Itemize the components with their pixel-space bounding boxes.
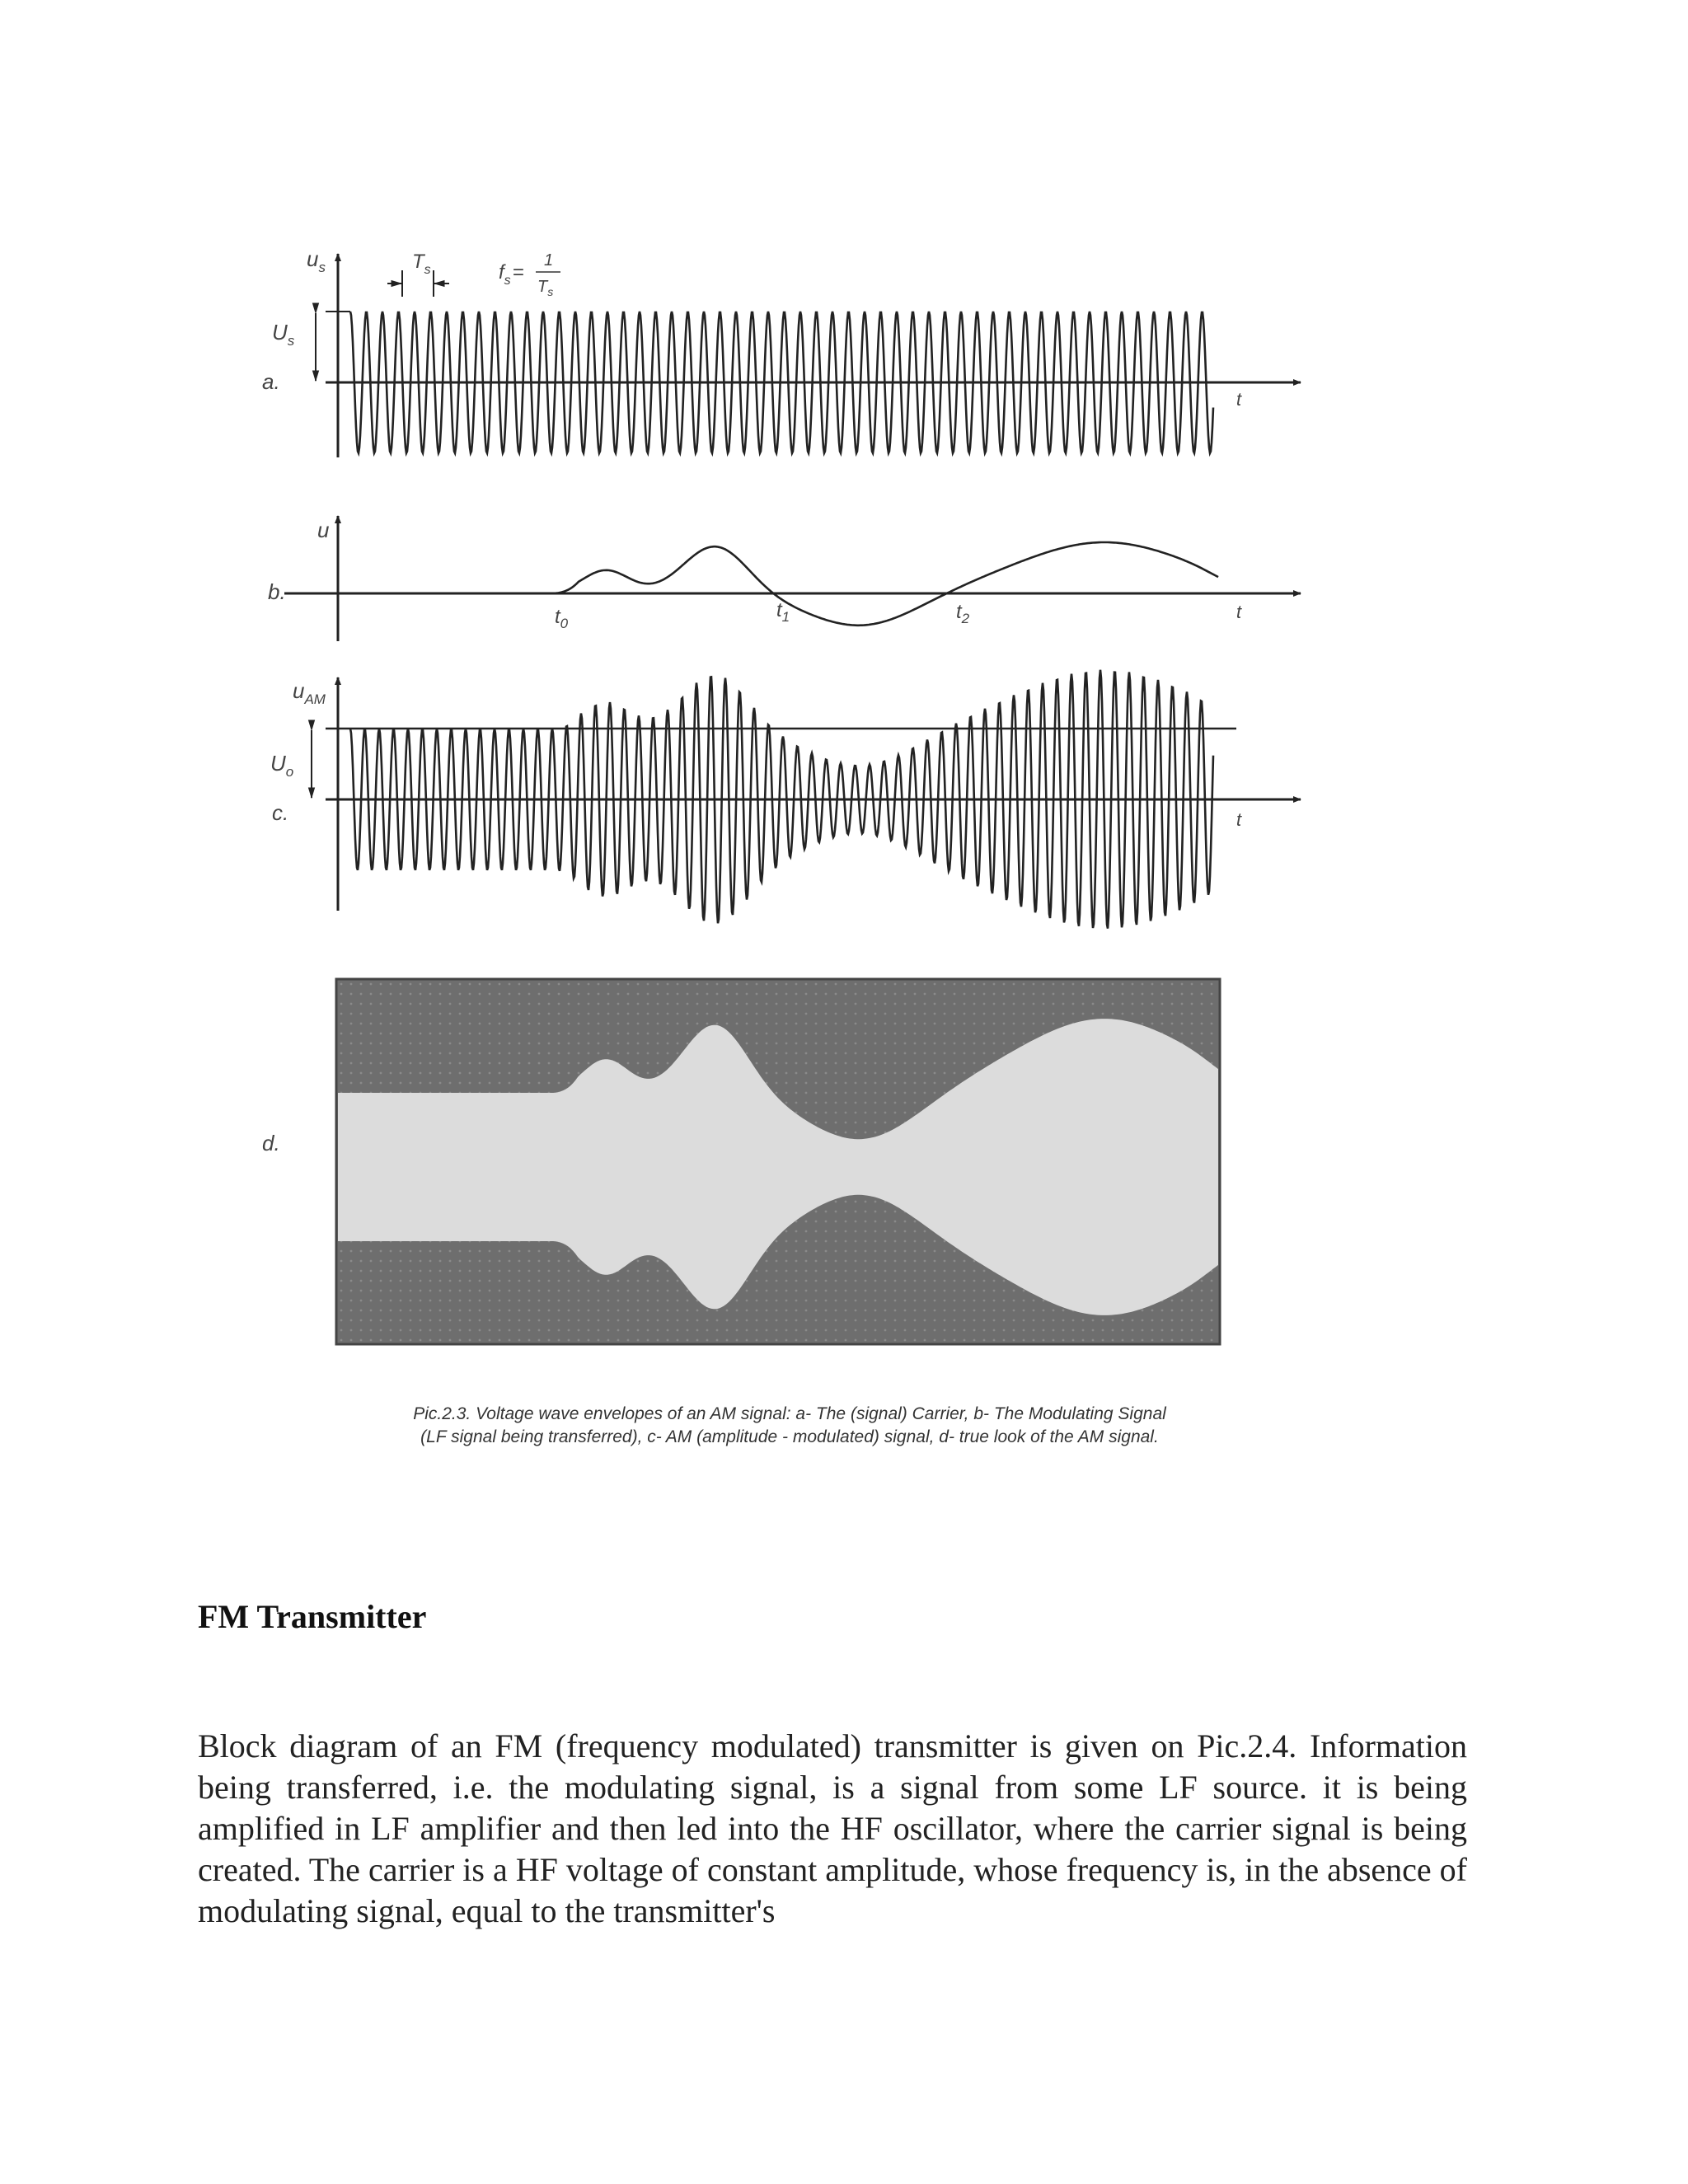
frequency-formula <box>499 251 560 298</box>
period-label: $T_s$ <box>412 251 431 277</box>
panel-d-row-label: d. <box>262 1131 280 1155</box>
svg-text:fs=: $f_s=$ <box>499 261 524 288</box>
panel-d-envelope <box>262 979 1220 1344</box>
panel-c-am-signal <box>270 670 1301 929</box>
svg-text:1: 1 <box>544 251 554 269</box>
caption-line-2: (LF signal being transferred), c- AM (amplitude - modulated) signal, d- true look of the AM signal. <box>420 1427 1159 1446</box>
panel-b-y-label: u <box>317 518 330 542</box>
panel-b-t-label: t <box>1236 602 1242 622</box>
panel-c-y-label: $u_{AM}$ <box>293 678 326 707</box>
caption-line-1: Pic.2.3. Voltage wave envelopes of an AM signal: a- The (signal) Carrier, b- The Modulating Signal <box>413 1404 1166 1423</box>
panel-c-row-label: c. <box>272 800 289 825</box>
section-heading: FM Transmitter <box>198 1598 427 1635</box>
t0-label: $t_0$ <box>555 606 569 631</box>
panel-a-y-label: $u_s$ <box>307 246 326 275</box>
panel-a-carrier <box>262 246 1301 457</box>
figure-caption <box>320 1403 1259 1449</box>
panel-b-modulating-wave <box>554 542 1218 626</box>
panel-a-row-label: a. <box>262 369 280 394</box>
panel-c-amplitude-label: $U_o$ <box>270 751 294 780</box>
panel-a-amplitude-label: $U_s$ <box>272 320 295 349</box>
panel-b-row-label: b. <box>268 579 286 604</box>
svg-text:Ts: $T_s$ <box>537 278 554 298</box>
t1-label: $t_1$ <box>776 599 790 625</box>
panel-a-t-label: t <box>1236 389 1242 410</box>
panel-c-t-label: t <box>1236 809 1242 830</box>
section-paragraph: Block diagram of an FM (frequency modulated) transmitter is given on Pic.2.4. Information being transferred, i.e. the modulating signal, is a signal from some LF source. it is being amplified in LF amplifier and then led into the HF oscillator, where the carrier signal is being created. The carrier is a HF voltage of constant amplitude, whose frequency is, in the absence of modulating signal, equal to the transmitter's <box>198 1727 1467 1929</box>
t2-label: $t_2$ <box>956 601 970 626</box>
panel-b-modulating <box>268 516 1301 641</box>
